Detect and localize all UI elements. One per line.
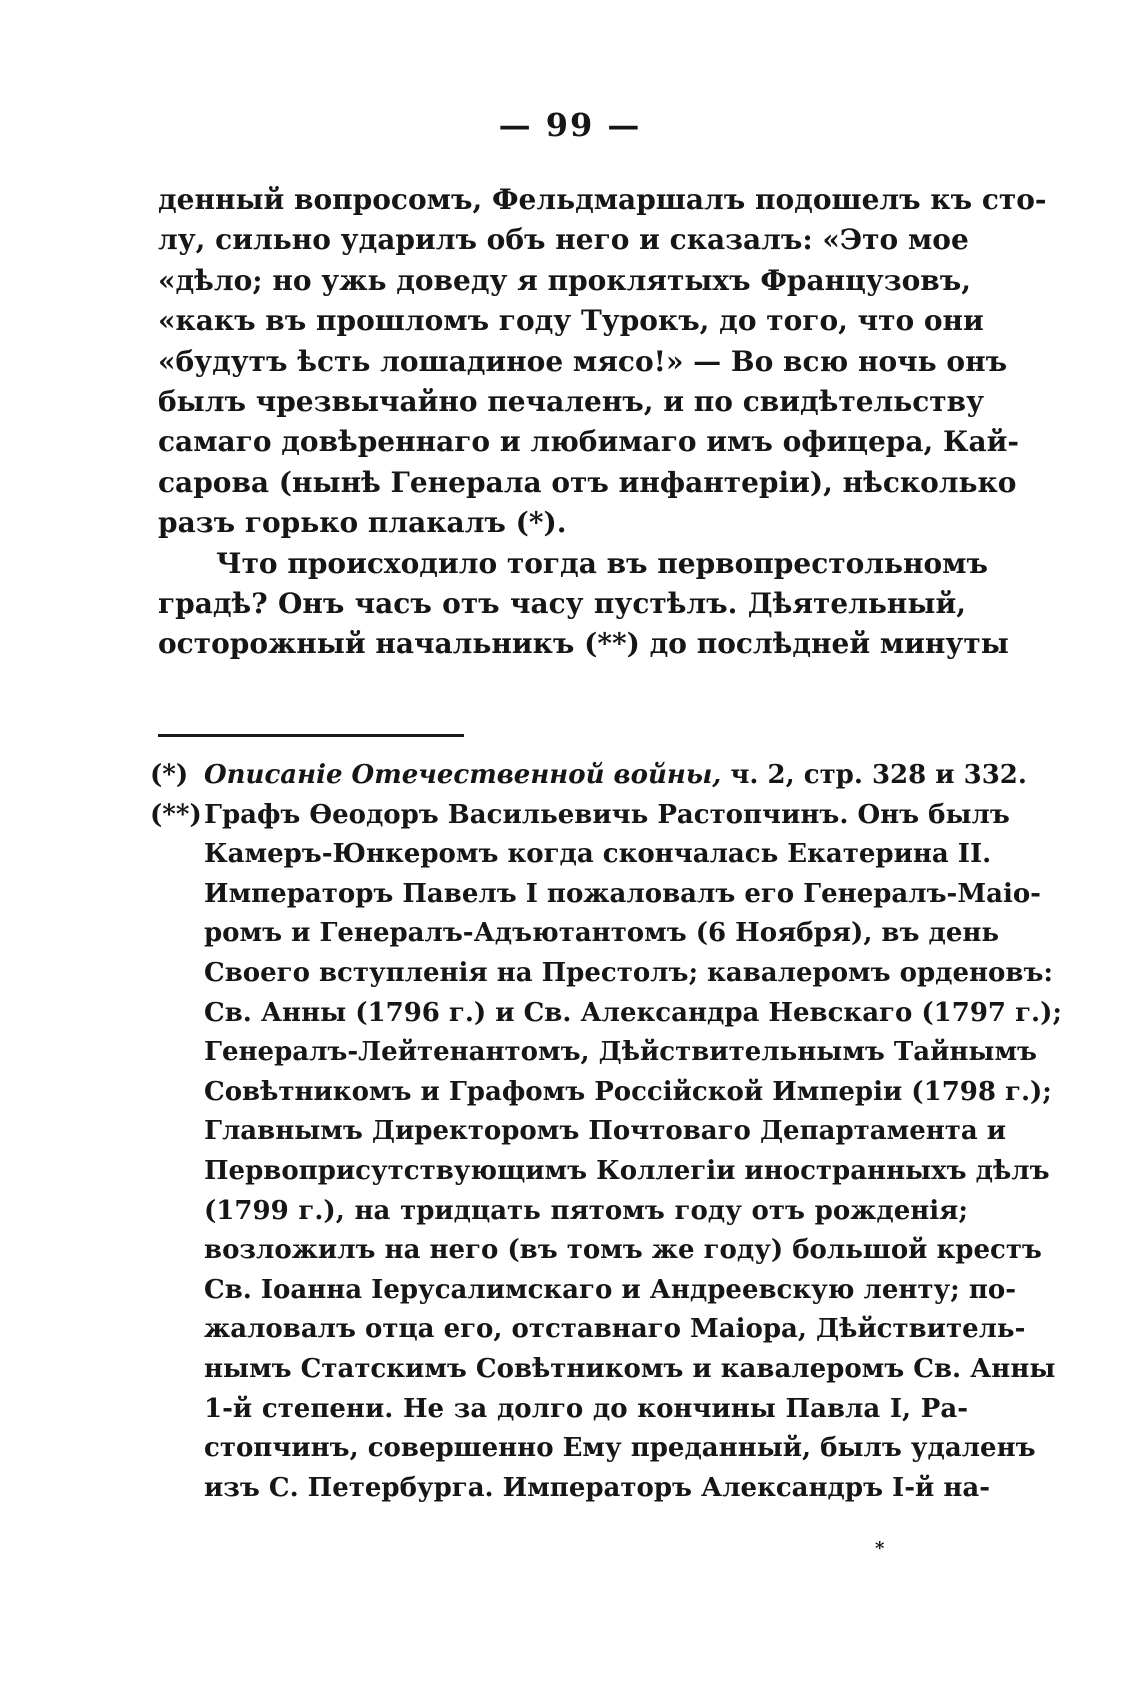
text-line: былъ чрезвычайно печаленъ, и по свидѣтельству [158,384,985,418]
text-line: «дѣло; но ужь доведу я проклятыхъ Французовъ, [158,263,971,297]
footnote-marker: (**) [150,799,202,830]
footnote-line: изъ С. Петербурга. Императоръ Александръ I-й на- [204,1472,991,1503]
footnote-line: Св. Анны (1796 г.) и Св. Александра Невскаго (1797 г.); [204,997,1062,1028]
text-line: денный вопросомъ, Фельдмаршалъ подошелъ къ сто- [158,183,1047,216]
footnote-line: нымъ Статскимъ Совѣтникомъ и кавалеромъ Св. Анны [204,1353,1056,1384]
footnote-line: Императоръ Павелъ I пожаловалъ его Генералъ-Маіо- [204,878,1041,909]
footnote-marker: (*) [150,760,189,790]
text-line: «будутъ ѣсть лошадиное мясо!» — Во всю ночь онъ [158,344,1008,378]
text-line: лу, сильно ударилъ объ него и сказалъ: «Это мое [158,223,969,257]
footnote-line: 1-й степени. Не за долго до кончины Павла I, Ра- [204,1393,968,1424]
text-line: «какъ въ прошломъ году Турокъ, до того, что они [158,304,984,338]
text-line: градѣ? Онъ часъ отъ часу пустѣлъ. Дѣятельный, [158,586,966,620]
text-line: разъ горько плакалъ (*). [158,506,567,540]
footnotes-block [150,756,1062,1508]
main-text-block [158,180,1047,665]
footnote-line: возложилъ на него (въ томъ же году) большой крестъ [204,1235,1042,1266]
footnote-line: Первоприсутствующимъ Коллегіи иностранныхъ дѣлъ [204,1155,1050,1186]
footnote-line: Св. Іоанна Іерусалимскаго и Андреевскую ленту; по- [204,1274,1016,1305]
page-number: — 99 — [498,106,642,144]
footnote-line: Генералъ-Лейтенантомъ, Дѣйствительнымъ Тайнымъ [204,1037,1038,1068]
footnote-1 [150,756,1027,796]
footnote-2-first-line [150,796,1010,836]
footnote-line: Главнымъ Директоромъ Почтоваго Департамента и [204,1116,1007,1147]
signature-mark: * [875,1538,885,1559]
footnote-source-title: Описаніе Отечественной войны, [204,760,722,790]
footnote-line: жаловалъ отца его, отставнаго Маіора, Дѣйствитель- [204,1314,1026,1345]
footnote-line: стопчинъ, совершенно Ему преданный, былъ удаленъ [204,1433,1036,1464]
footnote-line: Своего вступленія на Престолъ; кавалеромъ орденовъ: [204,957,1053,988]
footnote-line: Совѣтникомъ и Графомъ Россійской Имперіи (1798 г.); [204,1076,1052,1107]
text-line: осторожный начальникъ (**) до послѣдней минуты [158,627,1009,661]
footnote-line: ромъ и Генералъ-Адъютантомъ (6 Ноября), въ день [204,918,1000,949]
text-line: самаго довѣреннаго и любимаго имъ офицера, Кай- [158,425,1020,459]
footnote-divider [158,734,464,737]
footnote-source-pages: ч. 2, стр. 328 и 332. [730,760,1027,790]
footnote-line: Камеръ-Юнкеромъ когда скончалась Екатерина II. [204,839,992,870]
text-line: Что происходило тогда въ первопрестольномъ [216,546,988,580]
footnote-line: (1799 г.), на тридцать пятомъ году отъ рожденія; [204,1195,968,1226]
text-line: сарова (нынѣ Генерала отъ инфантеріи), нѣсколько [158,465,1017,499]
footnote-line-text: Графъ Ѳеодоръ Васильевичь Растопчинъ. Онъ былъ [204,799,1010,830]
